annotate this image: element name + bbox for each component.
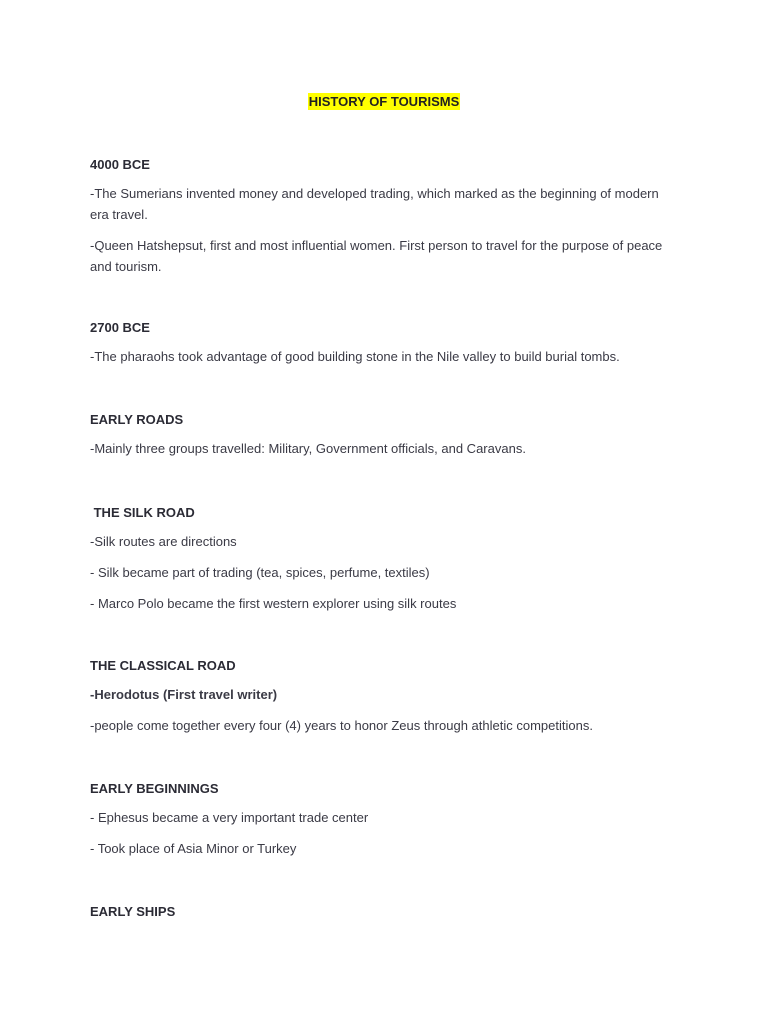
paragraph: -Mainly three groups travelled: Military, Government officials, and Caravans. bbox=[90, 441, 526, 456]
paragraph: - Took place of Asia Minor or Turkey bbox=[90, 841, 297, 856]
title-container bbox=[0, 93, 768, 111]
section-early-beginnings bbox=[90, 780, 680, 859]
section-early-ships bbox=[90, 903, 680, 921]
paragraph: -people come together every four (4) years to honor Zeus through athletic competitions. bbox=[90, 718, 593, 733]
section-heading: THE CLASSICAL ROAD bbox=[90, 658, 236, 673]
paragraph: -The pharaohs took advantage of good building stone in the Nile valley to build burial tombs. bbox=[90, 349, 620, 364]
section-heading: 4000 BCE bbox=[90, 157, 150, 172]
paragraph: - Ephesus became a very important trade center bbox=[90, 810, 369, 825]
section-heading: THE SILK ROAD bbox=[90, 505, 195, 520]
paragraph bbox=[90, 684, 680, 705]
paragraph: -Queen Hatshepsut, first and most influential women. First person to travel for the purpose of peace and tourism. bbox=[90, 238, 663, 274]
section-heading: 2700 BCE bbox=[90, 320, 150, 335]
paragraph: - Marco Polo became the first western explorer using silk routes bbox=[90, 596, 457, 611]
section-early-roads bbox=[90, 411, 680, 459]
paragraph: - Silk became part of trading (tea, spices, perfume, textiles) bbox=[90, 565, 430, 580]
document-title: HISTORY OF TOURISMS bbox=[308, 94, 460, 109]
section-classical-road bbox=[90, 657, 680, 736]
section-heading: EARLY BEGINNINGS bbox=[90, 781, 219, 796]
section-2700-bce bbox=[90, 319, 680, 367]
paragraph-text: -Herodotus (First travel writer) bbox=[90, 687, 278, 702]
paragraph: -Silk routes are directions bbox=[90, 534, 237, 549]
section-silk-road bbox=[90, 504, 680, 614]
paragraph: -The Sumerians invented money and developed trading, which marked as the beginning of modern era travel. bbox=[90, 186, 659, 222]
section-4000-bce bbox=[90, 156, 680, 277]
section-heading: EARLY SHIPS bbox=[90, 904, 176, 919]
section-heading: EARLY ROADS bbox=[90, 412, 184, 427]
